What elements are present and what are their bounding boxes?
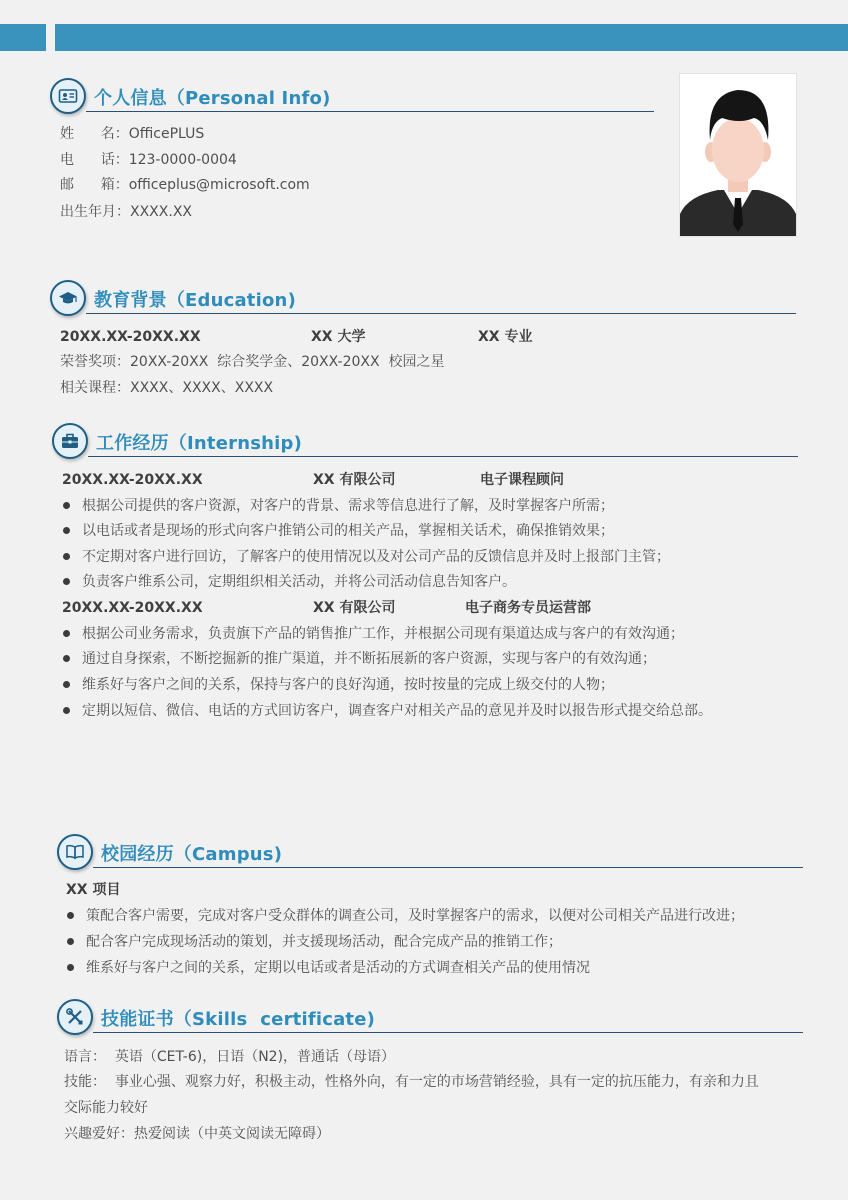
section-skills-title: 技能证书（Skills certificate) [101, 1009, 376, 1030]
section-personal-title: 个人信息（Personal Info) [94, 88, 331, 109]
skills-language: 语言： 英语（CET-6)，日语（N2)，普通话（母语） [64, 1049, 396, 1065]
personal-email-row: 邮 箱：officeplus@microsoft.com [60, 177, 310, 193]
section-skills-header [57, 999, 805, 1039]
campus-item: 策配合客户需要，完成对客户受众群体的调查公司，及时掌握客户的需求，以便对公司相关产品进行改进； [64, 906, 744, 926]
education-courses: 相关课程：XXXX、XXXX、XXXX [60, 380, 274, 396]
education-date: 20XX.XX-20XX.XX [60, 329, 201, 345]
section-work-header [52, 423, 800, 463]
personal-phone-row: 电 话：123-0000-0004 [60, 152, 237, 168]
skills-ability-continued: 交际能力较好 [64, 1100, 148, 1116]
job-1-role: 电子课程顾问 [480, 472, 564, 488]
education-school: XX 大学 [311, 329, 366, 345]
campus-project: XX 项目 [66, 882, 121, 898]
section-campus-header [57, 834, 805, 874]
job-2-company: XX 有限公司 [313, 600, 396, 616]
campus-item: 维系好与客户之间的关系，定期以电话或者是活动的方式调查相关产品的使用情况 [64, 958, 590, 978]
header-bar-left [0, 24, 46, 51]
section-campus-divider [93, 867, 803, 868]
open-book-icon [57, 834, 93, 870]
job-2-item: 定期以短信、微信、电话的方式回访客户，调查客户对相关产品的意见并及时以报告形式提交给总部。 [60, 701, 712, 721]
avatar-photo [679, 73, 797, 237]
job-2-item: 维系好与客户之间的关系，保持与客户的良好沟通，按时按量的完成上级交付的人物； [60, 675, 614, 695]
personal-name-row: 姓 名：OfficePLUS [60, 126, 205, 142]
skills-ability: 技能： 事业心强、观察力好，积极主动，性格外向，有一定的市场营销经验，具有一定的抗压能力，有亲和力且 [64, 1074, 759, 1090]
section-skills-divider [93, 1032, 803, 1033]
section-education-header [50, 280, 798, 320]
education-honors: 荣誉奖项：20XX-20XX 综合奖学金、20XX-20XX 校园之星 [60, 354, 445, 370]
campus-item: 配合客户完成现场活动的策划，并支援现场活动，配合完成产品的推销工作； [64, 932, 562, 952]
section-education-title: 教育背景（Education) [94, 290, 296, 311]
tools-icon [57, 999, 93, 1035]
id-card-icon [50, 78, 86, 114]
job-1-company: XX 有限公司 [313, 472, 396, 488]
job-2-role: 电子商务专员运营部 [465, 600, 591, 616]
job-1-date: 20XX.XX-20XX.XX [62, 472, 203, 488]
section-work-divider [88, 456, 798, 457]
skills-hobby: 兴趣爱好：热爱阅读（中英文阅读无障碍） [64, 1126, 330, 1142]
education-major: XX 专业 [478, 329, 533, 345]
job-1-item: 以电话或者是现场的形式向客户推销公司的相关产品，掌握相关话术，确保推销效果； [60, 521, 614, 541]
job-2-item: 通过自身探索，不断挖掘新的推广渠道，并不断拓展新的客户资源，实现与客户的有效沟通； [60, 649, 656, 669]
section-personal-divider [86, 111, 654, 112]
personal-birth-row: 出生年月：XXXX.XX [60, 204, 192, 220]
graduation-cap-icon [50, 280, 86, 316]
job-2-item: 根据公司业务需求，负责旗下产品的销售推广工作，并根据公司现有渠道达成与客户的有效沟通； [60, 624, 684, 644]
section-work-title: 工作经历（Internship) [96, 433, 303, 454]
header-bar-right [55, 24, 848, 51]
section-education-divider [86, 313, 796, 314]
job-1-item: 负责客户维系公司，定期组织相关活动，并将公司活动信息告知客户。 [60, 572, 516, 592]
job-2-date: 20XX.XX-20XX.XX [62, 600, 203, 616]
section-personal-header [50, 78, 656, 118]
job-1-item: 根据公司提供的客户资源，对客户的背景、需求等信息进行了解，及时掌握客户所需； [60, 496, 614, 516]
job-1-item: 不定期对客户进行回访，了解客户的使用情况以及对公司产品的反馈信息并及时上报部门主管； [60, 547, 670, 567]
briefcase-icon [52, 423, 88, 459]
section-campus-title: 校园经历（Campus) [101, 844, 283, 865]
